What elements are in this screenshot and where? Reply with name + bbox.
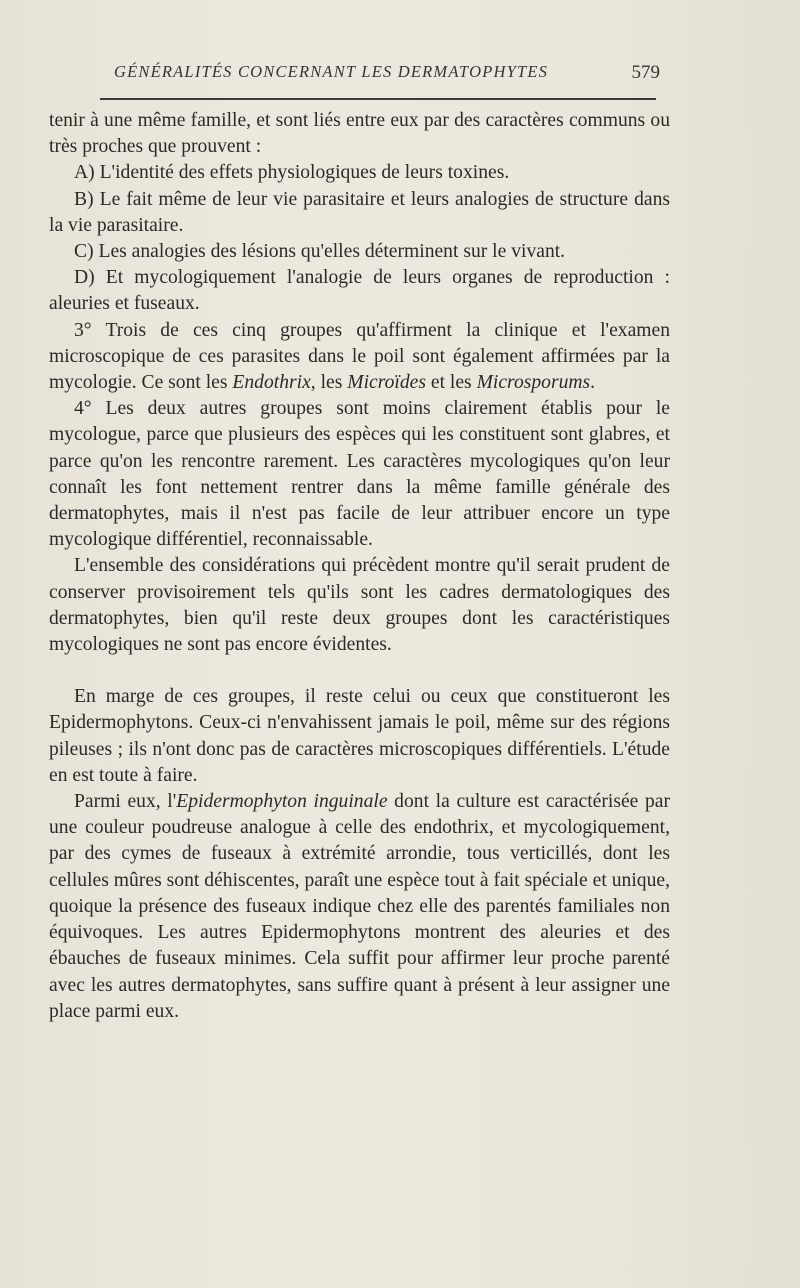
text-run: dont la culture est caractérisée par une couleur poudreuse analogue à celle des endothrix, et mycologiquement, par des cymes de fuseaux à extrémité arrondie, tous verticillés, dont les cellules mûres sont déhiscentes, paraît une espèce tout à fait spéciale et unique, quoique la présence des fuseaux indique chez elle des parentés familiales non équivoques. Les autres Epidermophytons montrent des aleuries et des ébauches de fuseaux minimes. Cela suffit pour affirmer leur proche parenté avec les autres dermatophytes, sans suffire quant à présent à leur assigner une place parmi eux. — [49, 791, 670, 1022]
list-item-a: A) L'identité des effets physiologiques de leurs toxines. — [74, 162, 510, 184]
italic-term-endothrix: Endothrix — [232, 372, 311, 394]
text-run: et les — [425, 372, 477, 394]
running-title: GÉNÉRALITÉS CONCERNANT LES DERMATOPHYTES — [114, 62, 549, 81]
paragraph-marge: En marge de ces groupes, il reste celui ou ceux que constitueront les Epidermophytons. Ceux-ci n'envahissent jamais le poil, même sur des régions pileuses ; ils n'ont donc pas de caractères microscopiques différentiels. L'étude en est toute à faire. — [49, 686, 670, 786]
paragraph-point-4: 4° Les deux autres groupes sont moins clairement établis pour le mycologue, parce que plusieurs des espèces qui les constituent sont glabres, et parce qu'on les rencontre rarement. Les caractères mycologiques qu'on leur connaît les font nettement rentrer dans la même famille générale des dermatophytes, mais il n'est pas facile de leur attribuer encore un type mycologique différentiel, reconnaissable. — [49, 398, 670, 551]
text-run: Parmi eux, l' — [74, 791, 177, 813]
text-run: 3° Trois de ces cinq groupes qu'affirment la clinique et l'examen microscopique de ces parasites dans le poil sont également affirmées par la mycologie. Ce sont les — [49, 319, 670, 394]
paragraph-parmi-eux — [49, 789, 670, 1025]
italic-term-microsporums: Microsporums — [476, 372, 591, 394]
paragraph-continuation: tenir à une même famille, et sont liés entre eux par des caractères communs ou très proches que prouvent : — [49, 110, 670, 158]
text-run: . — [590, 372, 596, 394]
header-rule — [100, 98, 656, 100]
paragraph-point-3 — [49, 318, 670, 397]
list-item-b: B) Le fait même de leur vie parasitaire et leurs analogies de structure dans la vie parasitaire. — [49, 188, 670, 236]
list-item-c: C) Les analogies des lésions qu'elles déterminent sur le vivant. — [74, 241, 566, 263]
paragraph-ensemble: L'ensemble des considérations qui précèdent montre qu'il serait prudent de conserver provisoirement tels qu'ils sont les cadres dermatologiques des dermatophytes, bien qu'il reste deux groupes dont les caractéristiques mycologiques ne sont pas encore évidentes. — [49, 555, 670, 656]
page-header — [100, 62, 660, 90]
italic-term-microides: Microïdes — [347, 372, 426, 394]
body-text — [49, 108, 670, 1025]
text-run: , les — [310, 372, 348, 394]
page-number: 579 — [631, 62, 660, 83]
list-item-d: D) Et mycologiquement l'analogie de leurs organes de reproduction : aleuries et fuseaux. — [49, 267, 670, 315]
italic-term-epidermophyton-inguinale: Epidermophyton inguinale — [176, 791, 388, 813]
